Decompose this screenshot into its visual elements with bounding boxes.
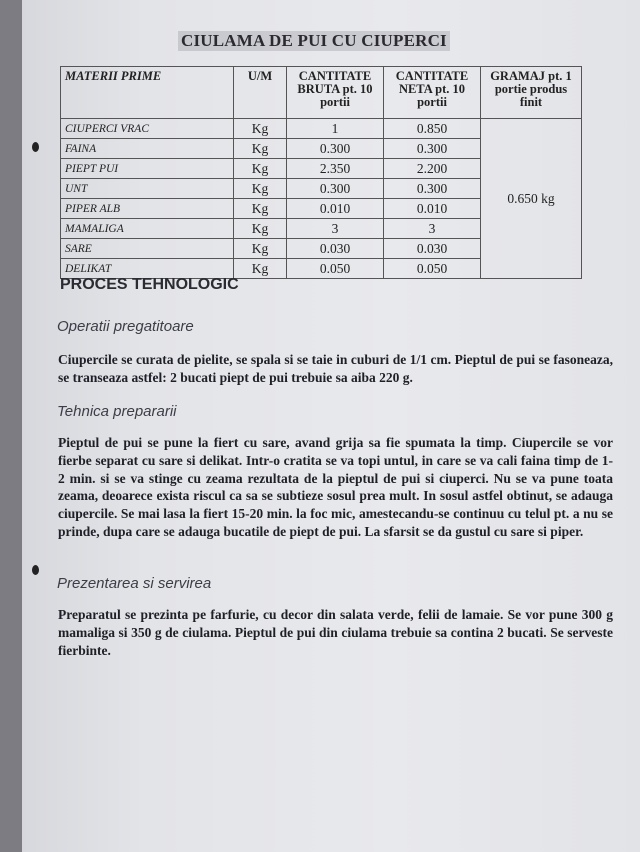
ingredient-um: Kg bbox=[234, 239, 287, 259]
section-heading-tehnica: Tehnica prepararii bbox=[57, 403, 177, 420]
ingredient-neta: 2.200 bbox=[384, 159, 481, 179]
ingredient-bruta: 0.300 bbox=[287, 139, 384, 159]
ingredient-name: DELIKAT bbox=[61, 259, 234, 279]
ingredient-um: Kg bbox=[234, 159, 287, 179]
ingredient-bruta: 0.050 bbox=[287, 259, 384, 279]
document-page bbox=[22, 0, 640, 852]
ingredients-table bbox=[60, 66, 582, 279]
ingredient-name: PIEPT PUI bbox=[61, 159, 234, 179]
table-row bbox=[61, 119, 582, 139]
ingredient-bruta: 0.010 bbox=[287, 199, 384, 219]
ingredient-name: FAINA bbox=[61, 139, 234, 159]
ingredient-bruta: 0.030 bbox=[287, 239, 384, 259]
ingredient-neta: 3 bbox=[384, 219, 481, 239]
ingredient-um: Kg bbox=[234, 219, 287, 239]
ingredient-name: MAMALIGA bbox=[61, 219, 234, 239]
section-text-operatii: Ciupercile se curata de pielite, se spala si se taie in cuburi de 1/1 cm. Pieptul de pui se fasoneaza, se transeaza astfel: 2 bucati piept de pui trebuie sa aiba 220 g. bbox=[58, 352, 613, 385]
ingredient-um: Kg bbox=[234, 119, 287, 139]
section-heading-operatii: Operatii pregatitoare bbox=[57, 318, 194, 335]
header-um: U/M bbox=[234, 67, 287, 119]
ingredient-name: UNT bbox=[61, 179, 234, 199]
header-bruta: CANTITATE BRUTA pt. 10 portii bbox=[287, 67, 384, 119]
gramaj-value: 0.650 kg bbox=[481, 119, 582, 279]
proces-tehnologic-heading: PROCES TEHNOLOGIC bbox=[60, 276, 239, 293]
ingredient-name: SARE bbox=[61, 239, 234, 259]
ingredient-um: Kg bbox=[234, 259, 287, 279]
header-neta: CANTITATE NETA pt. 10 portii bbox=[384, 67, 481, 119]
ingredient-bruta: 3 bbox=[287, 219, 384, 239]
table-header-row bbox=[61, 67, 582, 119]
binder-hole bbox=[32, 565, 39, 575]
header-gramaj: GRAMAJ pt. 1 portie produs finit bbox=[481, 67, 582, 119]
ingredient-bruta: 1 bbox=[287, 119, 384, 139]
ingredient-name: PIPER ALB bbox=[61, 199, 234, 219]
ingredient-neta: 0.300 bbox=[384, 139, 481, 159]
header-materii: MATERII PRIME bbox=[61, 67, 234, 119]
ingredient-neta: 0.300 bbox=[384, 179, 481, 199]
ingredient-name: CIUPERCI VRAC bbox=[61, 119, 234, 139]
ingredient-um: Kg bbox=[234, 179, 287, 199]
binder-hole bbox=[32, 142, 39, 152]
ingredient-neta: 0.030 bbox=[384, 239, 481, 259]
ingredient-neta: 0.850 bbox=[384, 119, 481, 139]
ingredient-bruta: 0.300 bbox=[287, 179, 384, 199]
section-text-tehnica: Pieptul de pui se pune la fiert cu sare, avand grija sa fie spumata la timp. Ciupercile se vor fierbe separat cu sare si delikat. Intr-o cratita se va topi untul, in care se va cali faina timp de 1-2 min. si se va stinge cu zeama rezultata de la pieptul de pui si ciuperci. Nu se va pune toata zeama, deoarece exista riscul ca sa se subtieze sosul prea mult. In sosul astfel obtinut, se adauga ciupercile. Se mai lasa la fiert 15-20 min. la foc mic, amestecandu-se continuu cu telul pt. a nu se prinde, dupa care se adauga bucatile de piept de pui. La sfarsit se da gustul cu sare si piper. bbox=[58, 435, 613, 539]
section-heading-prezentare: Prezentarea si servirea bbox=[57, 575, 212, 592]
ingredient-um: Kg bbox=[234, 199, 287, 219]
ingredient-neta: 0.050 bbox=[384, 259, 481, 279]
recipe-title: CIULAMA DE PUI CU CIUPERCI bbox=[178, 31, 450, 51]
ingredient-neta: 0.010 bbox=[384, 199, 481, 219]
ingredient-bruta: 2.350 bbox=[287, 159, 384, 179]
ingredient-um: Kg bbox=[234, 139, 287, 159]
section-text-prezentare: Preparatul se prezinta pe farfurie, cu decor din salata verde, felii de lamaie. Se vor pune 300 g mamaliga si 350 g de ciulama. Pieptul de pui din ciulama trebuie sa contina 2 bucati. Se serveste fierbinte. bbox=[58, 607, 613, 658]
